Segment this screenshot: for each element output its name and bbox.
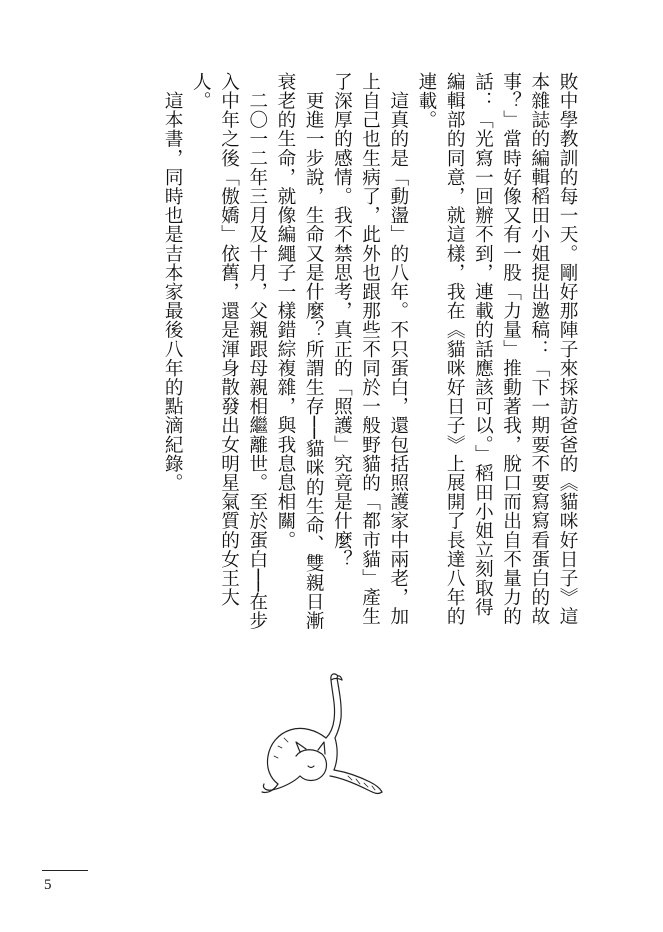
paragraph-2: 這真的是「動盪」的八年。不只蛋白，還包括照護家中兩老，加上自己也生病了，此外也跟那些不同於一般野貓的「都市貓」產生了深厚的感情。我不禁思考，真正的「照護」究竟是什麼？ bbox=[331, 72, 409, 626]
cat-grooming-illustration bbox=[238, 668, 388, 808]
page-number: 5 bbox=[44, 877, 52, 893]
paragraph-1: 敗中學教訓的每一天。剛好那陣子來採訪爸爸的《貓咪好日子》這本雜誌的編輯稻田小姐提出邀稿：「下一期要不要寫寫看蛋白的故事？」當時好像又有一股「力量」推動著我，脫口而出自不量力的話：「光寫一回辦不到，連載的話應該可以。」稻田小姐立刻取得編輯部的同意，就這樣，我在《貓咪好日子》上展開了長達八年的連載。 bbox=[415, 72, 578, 626]
footer-rule bbox=[42, 870, 88, 871]
paragraph-3: 更進一步說，生命又是什麼？所謂生存──貓咪的生命、雙親日漸衰老的生命，就像編繩子一樣錯綜複雜，與我息息相關。 bbox=[274, 72, 325, 631]
paragraph-5: 這本書，同時也是吉本家最後八年的點滴紀錄。 bbox=[162, 72, 184, 493]
body-text bbox=[140, 72, 581, 632]
paragraph-4: 二〇一二年三月及十月，父親跟母親相繼離世。至於蛋白──在步入中年之後「傲嬌」依舊，還是渾身散發出女明星氣質的女王大人。 bbox=[190, 72, 268, 631]
